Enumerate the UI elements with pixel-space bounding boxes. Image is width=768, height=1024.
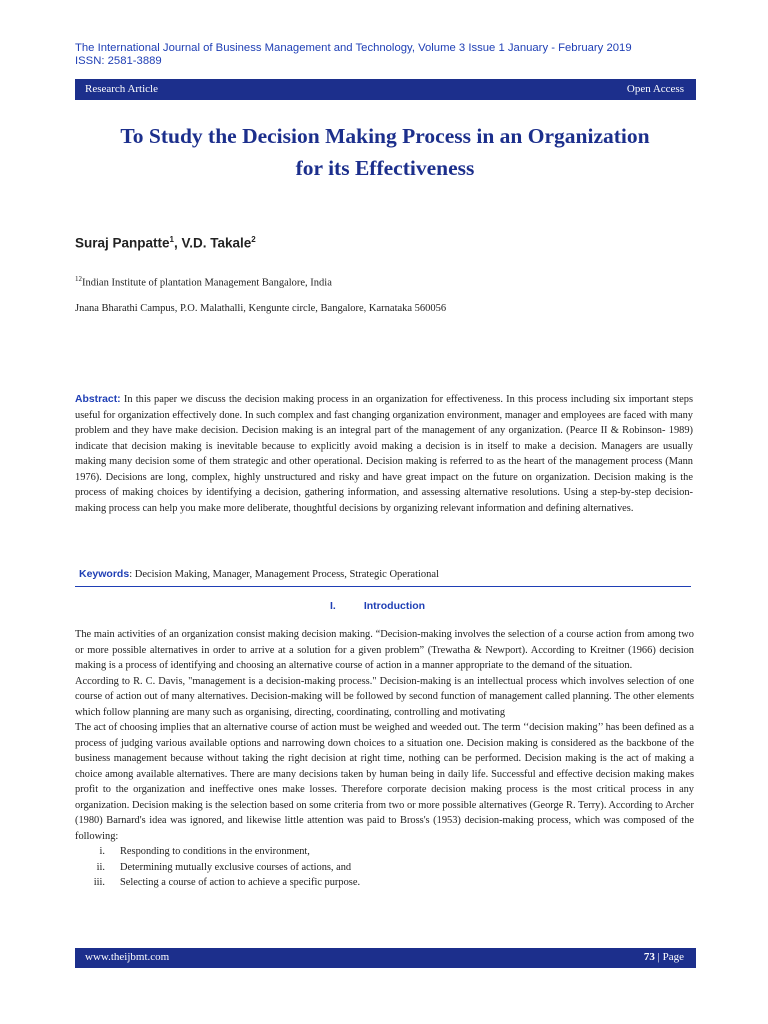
journal-header bbox=[75, 42, 715, 68]
article-title bbox=[60, 120, 710, 184]
paragraph: The main activities of an organization consist making decision making. “Decision-making involves the selection of a course action from among two or more possible alternatives in order to arrive at a solution for a given problem” (Trewatha & Newport). According to Kreitner (1966) decision making is a process of identifying and choosing an alternative course of action in a manner appropriate to the demand of the situation. bbox=[75, 629, 694, 671]
journal-citation: The International Journal of Business Management and Technology, Volume 3 Issue 1 January - February 2019 bbox=[75, 42, 632, 54]
list-item-text: Determining mutually exclusive courses of actions, and bbox=[120, 861, 352, 873]
keywords bbox=[79, 568, 439, 580]
keywords-text: : Decision Making, Manager, Management Process, Strategic Operational bbox=[129, 569, 440, 580]
paragraph: According to R. C. Davis, "management is a decision-making process." Decision-making is an intellectual process which involves selection of one course of action out of many alternatives. Decision-making will be followed by second function of management called planning. The other elements which follow planning are many such as organising, directing, coordinating, controlling and motivating bbox=[75, 675, 694, 718]
list-item-text: Selecting a course of action to achieve a specific purpose. bbox=[120, 877, 361, 888]
list-item-number: iii. bbox=[93, 877, 105, 888]
list-item-number: i. bbox=[99, 846, 105, 857]
list-item bbox=[75, 844, 694, 860]
page-label: | Page bbox=[654, 951, 684, 963]
page-number-value: 73 bbox=[643, 951, 655, 963]
page-number bbox=[644, 951, 684, 963]
section-number: I. bbox=[330, 600, 336, 612]
affiliation-address: Jnana Bharathi Campus, P.O. Malathalli, Kengunte circle, Bangalore, Karnataka 560056 bbox=[75, 303, 447, 314]
keywords-label: Keywords bbox=[79, 568, 130, 580]
author-affiliation-mark: 1 bbox=[169, 235, 174, 244]
journal-website: www.theijbmt.com bbox=[85, 951, 170, 963]
affiliation-institute-text: Indian Institute of plantation Management Bangalore, India bbox=[82, 277, 332, 289]
section-title: Introduction bbox=[363, 600, 426, 612]
introduction-body bbox=[75, 627, 694, 891]
issn: ISSN: 2581-3889 bbox=[75, 55, 162, 67]
open-access-label: Open Access bbox=[626, 83, 684, 95]
article-type-label: Research Article bbox=[85, 83, 158, 95]
section-heading bbox=[330, 600, 425, 612]
abstract bbox=[75, 392, 693, 516]
list-item bbox=[75, 875, 694, 891]
process-list bbox=[75, 844, 694, 891]
author-affiliation-mark: 2 bbox=[251, 235, 256, 244]
keywords-divider bbox=[75, 586, 691, 587]
affiliation-mark: 12 bbox=[75, 275, 82, 283]
article-type-bar bbox=[75, 79, 696, 100]
paragraph: The act of choosing implies that an alternative course of action must be weighed and weeded out. The term ‘‘decision making’’ has been defined as a process of judging various available options and narrowing down choices to a situation one. Decision making is considered as the backbone of the business management because without taking the right decision at right time, nothing can be performed. Decision making is the act of making a choice among available alternatives. There are many decisions taken by human being in daily life. Successful and effective decision making makes profit to the organization and ineffective ones make losses. Therefore corporate decision making process is the most critical process in any organization. Decision making is the selection based on some criteria from two or more possible alternatives (George R. Terry). According to Archer (1980) Barnard's idea was ignored, and likewise little attention was paid to Bross's (1953) decision-making process, which was composed of the following: bbox=[75, 722, 694, 842]
page-footer bbox=[75, 948, 696, 968]
list-item-text: Responding to conditions in the environment, bbox=[120, 846, 310, 857]
author-name: V.D. Takale bbox=[181, 235, 252, 251]
title-line-1: To Study the Decision Making Process in an Organization bbox=[120, 124, 650, 148]
author-name: Suraj Panpatte bbox=[75, 235, 170, 251]
list-item bbox=[75, 860, 694, 876]
list-item-number: ii. bbox=[96, 861, 105, 873]
affiliation-institute bbox=[75, 275, 332, 289]
title-line-2: for its Effectiveness bbox=[295, 156, 475, 180]
author-list bbox=[75, 235, 256, 251]
author-separator: , bbox=[173, 235, 182, 251]
abstract-label: Abstract: bbox=[75, 394, 121, 405]
abstract-text: In this paper we discuss the decision making process in an organization for effectiveness. In this process including six important steps useful for organization effectively done. In such complex and fast changing organization environment, manager and employees are faced with many problem and they have make decision. Decision making is an integral part of the management of any organization. (Pearce II & Robinson- 1989) indicate that decision making is inevitable because to explicitly avoid making a decision is in itself to make a decision. Managers are usually making many decision some of them strategic and other operational. Decision making is referred to as the heart of the management process (Mann 1976). Decisions are long, complex, highly unstructured and risky and have great impact on the future on organization. Decision making is the process of making choices by identifying a decision, gathering information, and assessing alternative resolutions. Using a step-by-step decision-making process can help you make more deliberate, thoughtful decisions by organizing relevant information and defining alternatives. bbox=[75, 394, 693, 514]
